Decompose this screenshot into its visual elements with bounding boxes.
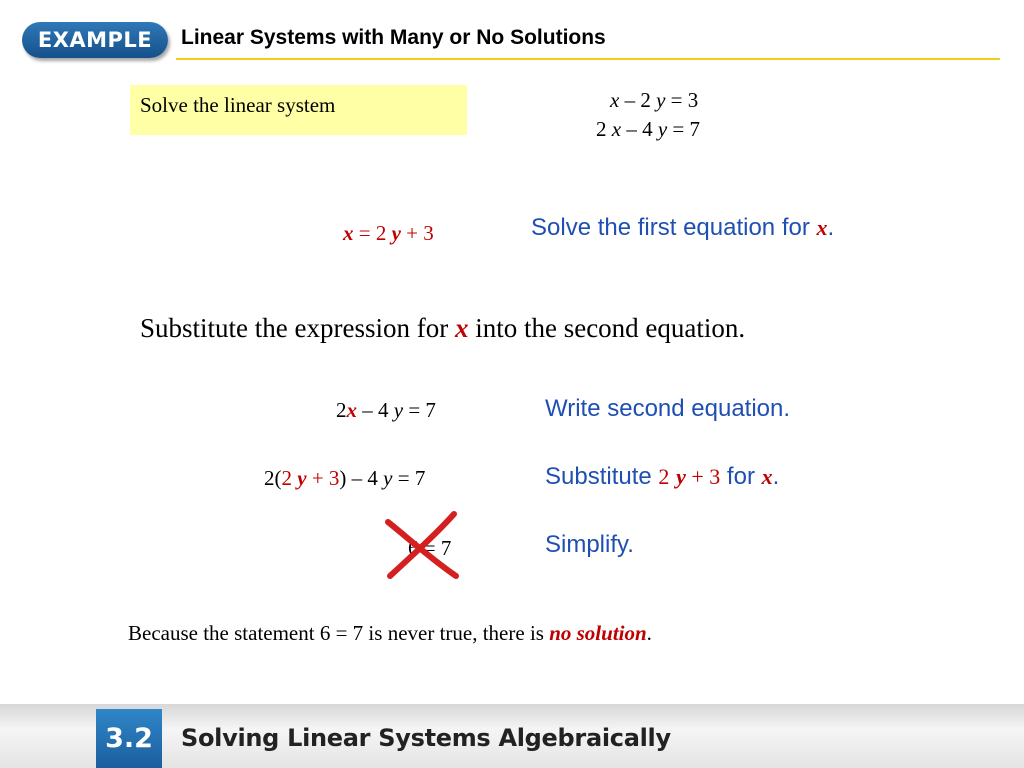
step1-equation [343, 221, 434, 246]
step1-note [531, 214, 834, 242]
work-line-3-equation: 6 = 7 [408, 536, 452, 560]
example-badge: EXAMPLE [22, 22, 168, 58]
note-var: x [816, 215, 828, 240]
eq-open: 2( [264, 466, 282, 490]
section-title: Solving Linear Systems Algebraically [181, 724, 671, 752]
note-end: . [827, 214, 835, 241]
note-expr-y: y [676, 464, 686, 489]
inner-coef: 2 [281, 466, 292, 490]
conclusion-before: Because the statement 6 = 7 is never true, there is [128, 621, 550, 645]
eq-rhs: = 7 [403, 398, 436, 422]
work-line-3-note: Simplify. [545, 531, 634, 558]
system-equation-1 [610, 88, 698, 113]
section-number-badge: 3.2 [96, 709, 162, 768]
var-x: x [346, 398, 357, 422]
work-line-2-note [545, 463, 779, 491]
eq-term: – 4 [621, 117, 653, 141]
work-line-2-equation [264, 466, 425, 491]
instr-before: Substitute the expression for [140, 313, 455, 343]
eq-tail: + 3 [400, 221, 434, 245]
header-divider [176, 58, 1000, 60]
eq-close: ) – 4 [339, 466, 378, 490]
work-line-1-note: Write second equation. [545, 395, 791, 422]
var-y: y [391, 221, 401, 245]
eq-mid: = 2 [353, 221, 387, 245]
eq-term: – 2 [619, 88, 651, 112]
cross-out-icon [384, 508, 460, 580]
note-end: . [772, 463, 780, 490]
substitute-instruction [140, 313, 745, 344]
eq-coef: 2 [596, 117, 607, 141]
eq-rhs: = 3 [665, 88, 699, 112]
eq-coef: 2 [336, 398, 347, 422]
conclusion-text [128, 621, 652, 646]
var-x: x [343, 221, 354, 245]
prompt-box [130, 85, 467, 135]
note-expr-coef: 2 [658, 464, 670, 489]
inner-tail: + 3 [306, 466, 340, 490]
eq-rhs: = 7 [667, 117, 700, 141]
conclusion-emphasis: no solution [549, 621, 647, 645]
instr-var: x [454, 313, 469, 343]
note-before: Substitute [545, 463, 659, 490]
note-mid: for [720, 463, 762, 490]
eq-rhs: = 7 [392, 466, 426, 490]
note-var: x [761, 464, 773, 489]
var-x: x [610, 88, 620, 112]
var-y: y [383, 466, 393, 490]
var-y: y [393, 398, 404, 422]
work-line-1-equation [336, 398, 436, 423]
var-x: x [611, 117, 622, 141]
note-expr-tail: + 3 [685, 464, 721, 489]
conclusion-after: . [646, 621, 652, 645]
instr-after: into the second equation. [468, 313, 746, 343]
inner-var-y: y [297, 466, 307, 490]
var-y: y [657, 117, 668, 141]
eq-mid: – 4 [357, 398, 389, 422]
var-y: y [656, 88, 666, 112]
prompt-text: Solve the linear system [140, 93, 336, 117]
slide-title: Linear Systems with Many or No Solutions [181, 26, 606, 49]
note-text: Solve the first equation for [531, 214, 817, 241]
system-equation-2 [596, 117, 700, 142]
